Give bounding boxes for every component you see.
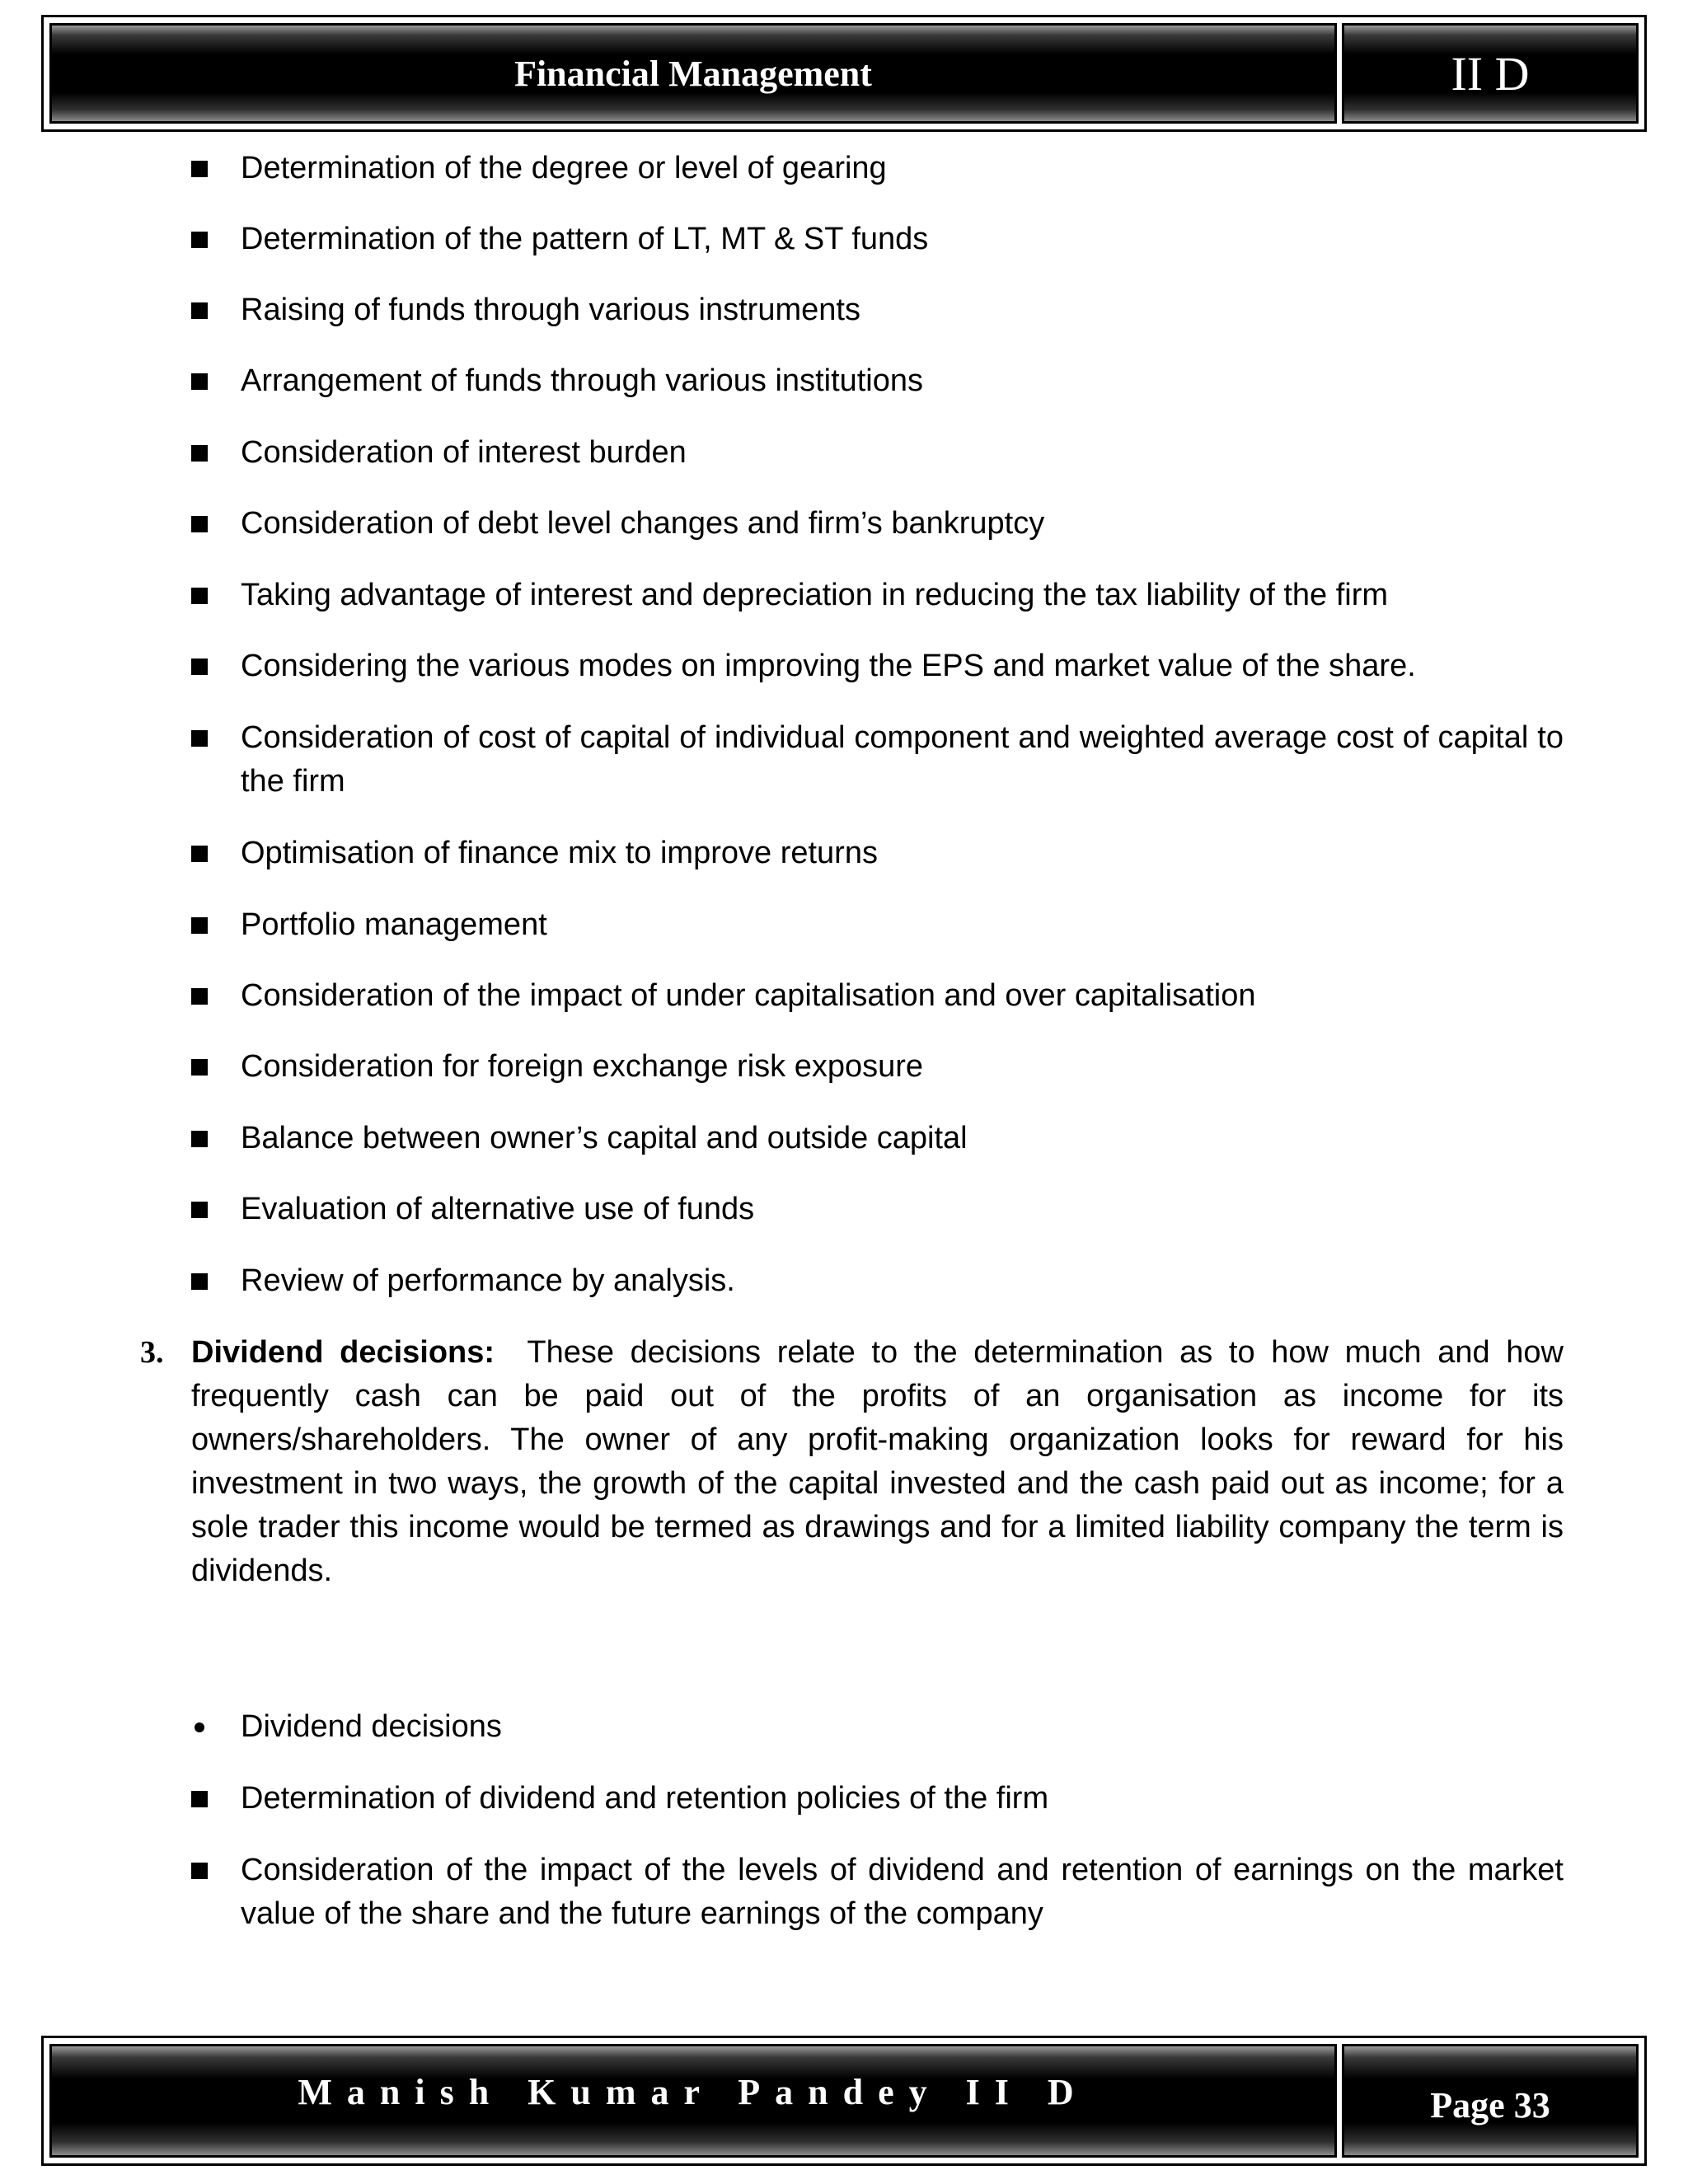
square-bullet-icon	[191, 161, 208, 177]
page-number: Page 33	[1342, 2044, 1639, 2158]
square-bullet-icon	[191, 658, 208, 675]
square-bullet-icon	[191, 1863, 208, 1879]
list-item: Determination of the pattern of LT, MT & ST funds	[191, 218, 1564, 261]
page-footer	[41, 2036, 1647, 2166]
list-item: Optimisation of finance mix to improve returns	[191, 832, 1564, 875]
list-item: Consideration for foreign exchange risk exposure	[191, 1045, 1564, 1089]
square-bullet-icon	[191, 1273, 208, 1290]
list-item: Review of performance by analysis.	[191, 1259, 1564, 1303]
header-code: II D	[1342, 23, 1639, 124]
list-item: Considering the various modes on improving the EPS and market value of the share.	[191, 644, 1564, 688]
square-bullet-icon	[191, 516, 208, 532]
list-item: Portfolio management	[191, 903, 1564, 947]
square-bullet-icon	[191, 445, 208, 462]
list-item: Consideration of interest burden	[191, 431, 1564, 475]
section-heading: Dividend decisions:	[191, 1335, 495, 1370]
square-bullet-icon	[191, 1131, 208, 1147]
square-bullet-icon	[191, 232, 208, 248]
square-bullet-icon	[191, 917, 208, 934]
section-number: 3.	[140, 1335, 164, 1370]
square-bullet-icon	[191, 1791, 208, 1807]
footer-author: Manish Kumar Pandey II D	[49, 2044, 1337, 2158]
square-bullet-icon	[191, 373, 208, 390]
list-item: Determination of the degree or level of gearing	[191, 147, 1564, 190]
list-item: Consideration of the impact of under capitalisation and over capitalisation	[191, 974, 1564, 1018]
square-bullet-icon	[191, 846, 208, 862]
list-item: Evaluation of alternative use of funds	[191, 1188, 1564, 1231]
square-bullet-icon	[191, 588, 208, 604]
square-bullet-icon	[191, 1059, 208, 1076]
section-body	[191, 1331, 1564, 1593]
list-item-heading: Dividend decisions	[191, 1705, 1564, 1749]
round-bullet-icon	[195, 1722, 204, 1732]
header-title: Financial Management	[49, 23, 1337, 124]
list-item: Determination of dividend and retention policies of the firm	[191, 1777, 1564, 1821]
list-item: Consideration of the impact of the levels of dividend and retention of earnings on the market value of the share and the future earnings of the company	[191, 1849, 1564, 1936]
list-item: Consideration of cost of capital of individual component and weighted average cost of capital to the firm	[191, 716, 1564, 804]
square-bullet-icon	[191, 302, 208, 319]
list-item: Taking advantage of interest and depreciation in reducing the tax liability of the firm	[191, 574, 1564, 617]
square-bullet-icon	[191, 1202, 208, 1218]
section-dividend-decisions	[140, 1331, 1564, 1593]
list-item: Raising of funds through various instruments	[191, 288, 1564, 332]
list-item: Balance between owner’s capital and outside capital	[191, 1117, 1564, 1160]
square-bullet-icon	[191, 730, 208, 747]
section-text: These decisions relate to the determination as to how much and how frequently cash can be paid out of the profits of an organisation as income for its owners/shareholders. The owner of any profit-making organization looks for reward for his investment in two ways, the growth of the capital invested and the cash paid out as income; for a sole trader this income would be termed as drawings and for a limited liability company the term is dividends.	[191, 1335, 1564, 1588]
list-item: Consideration of debt level changes and firm’s bankruptcy	[191, 502, 1564, 546]
list-item: Arrangement of funds through various institutions	[191, 359, 1564, 403]
square-bullet-icon	[191, 988, 208, 1005]
page-header	[41, 15, 1647, 132]
